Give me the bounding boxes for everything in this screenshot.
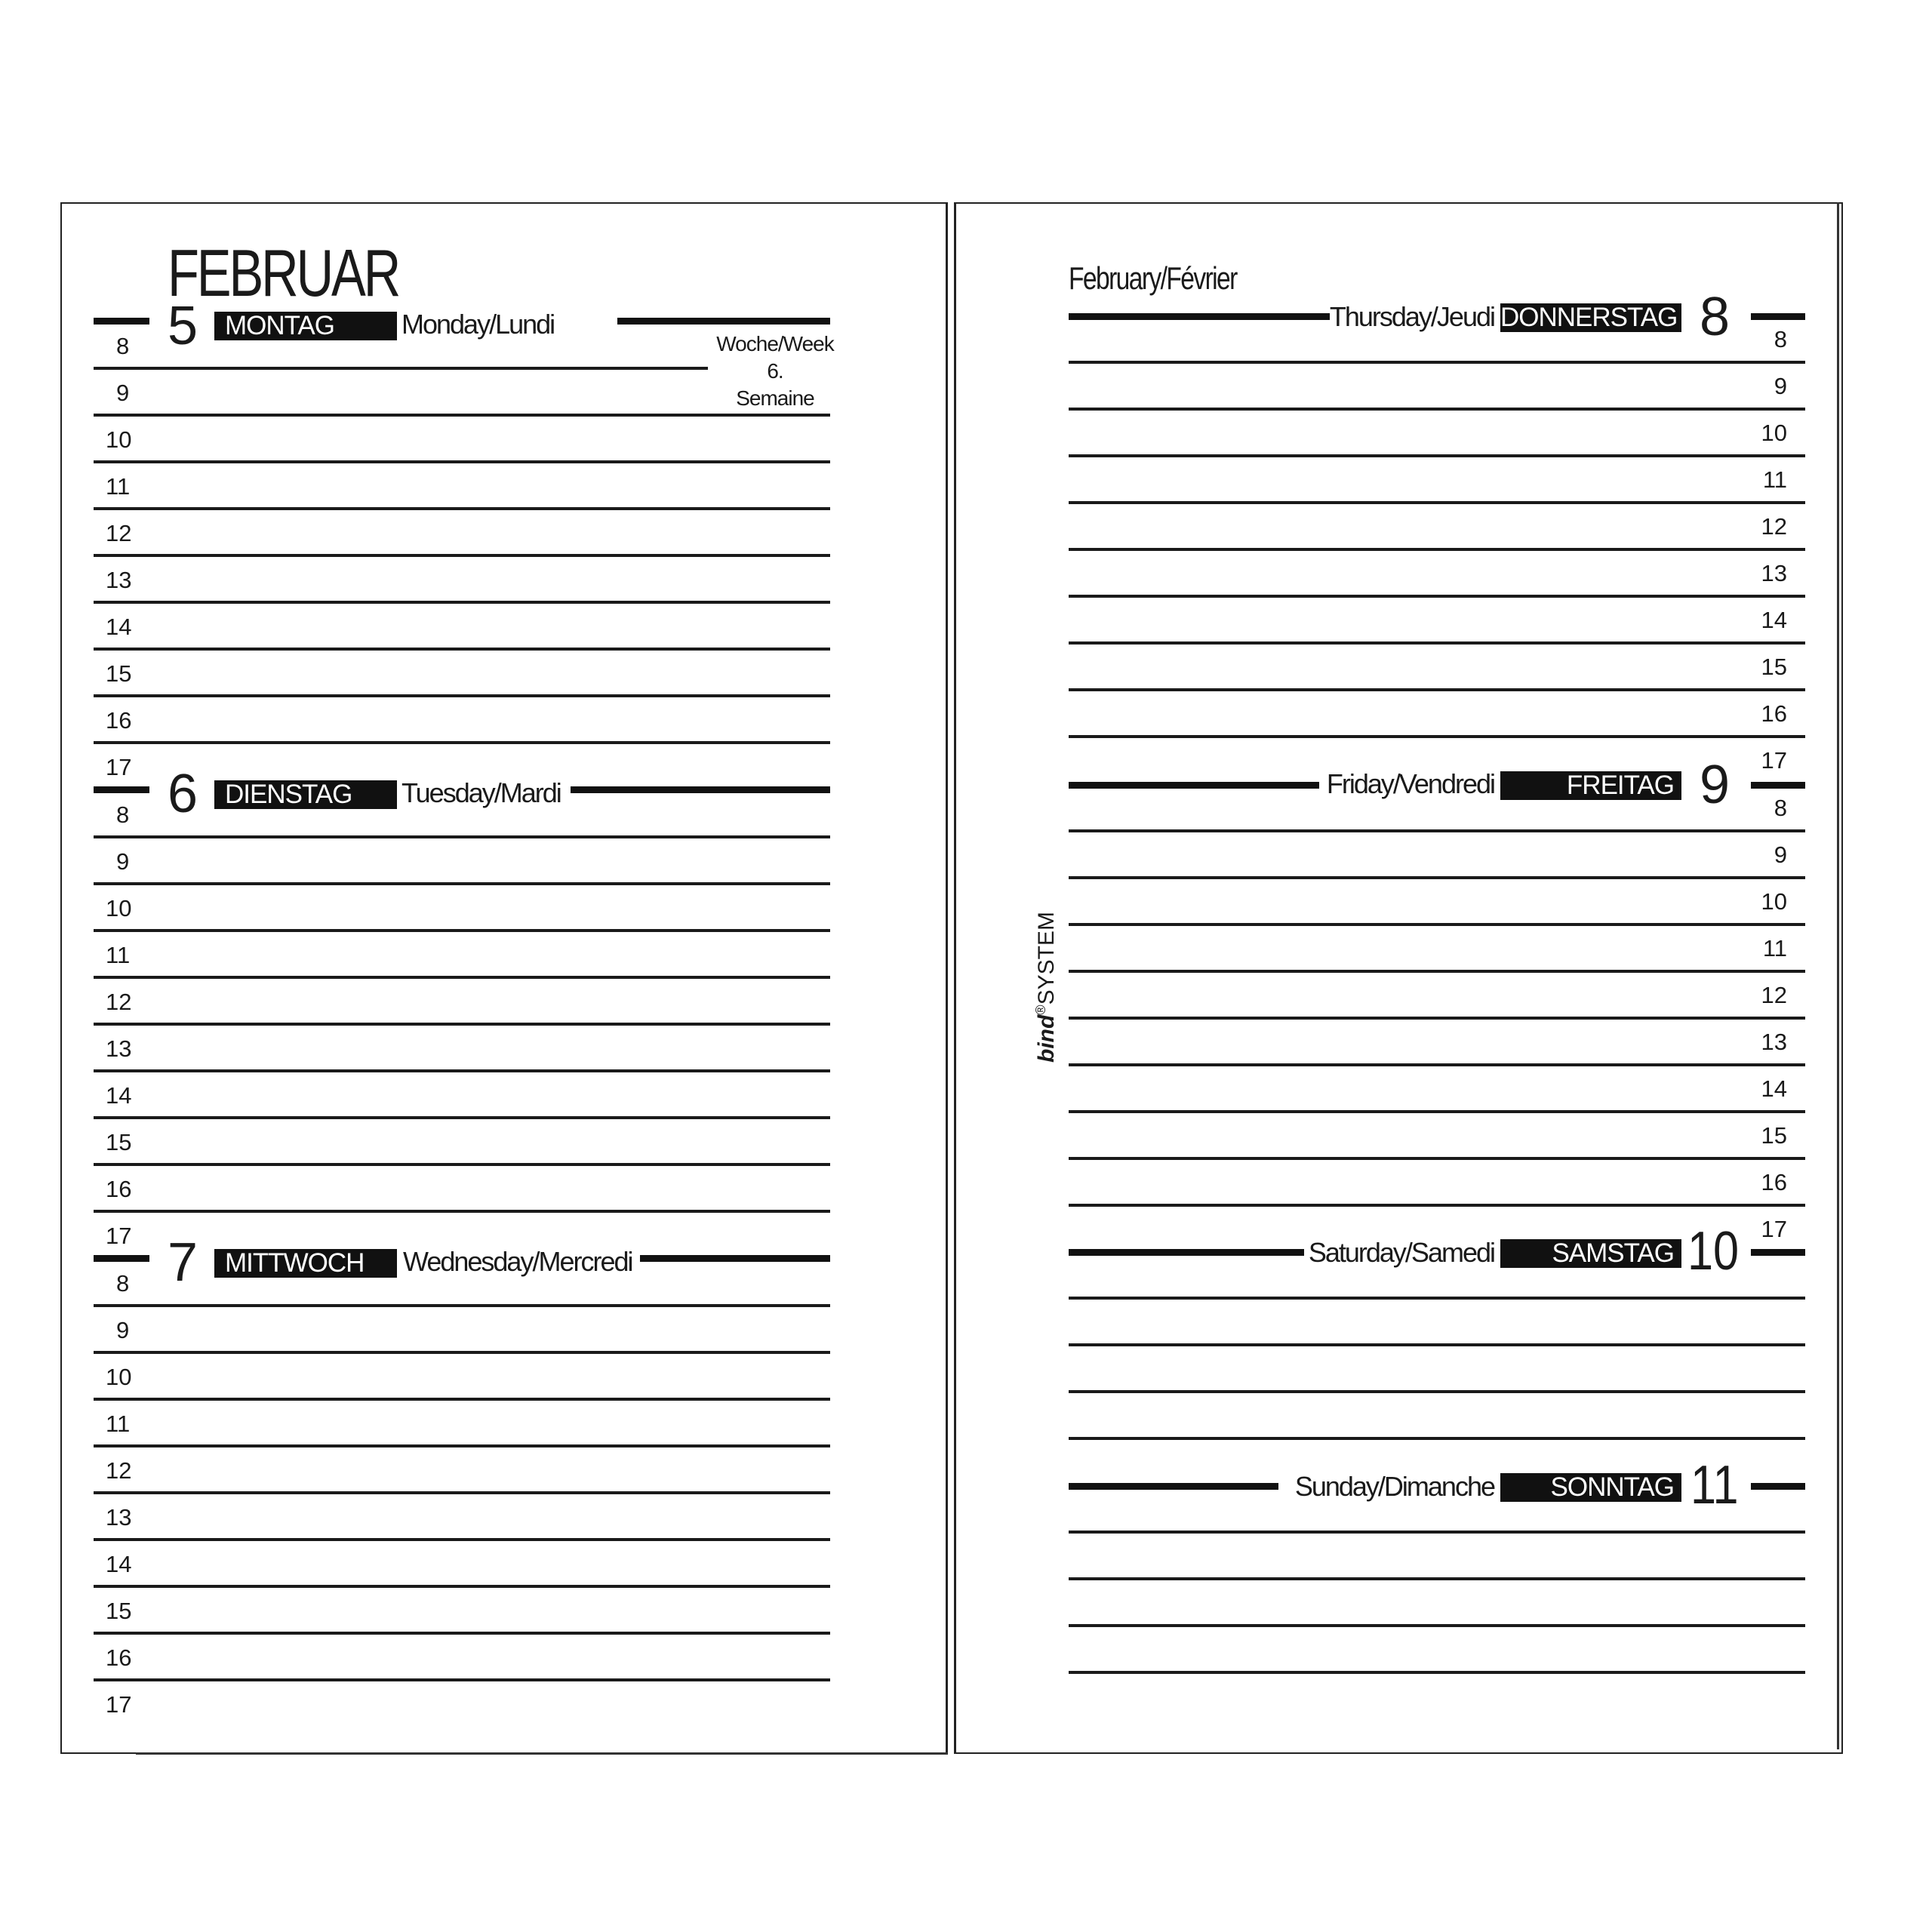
- weekday-name-en-fr: Saturday/Samedi: [1308, 1237, 1494, 1268]
- hour-rule: [1069, 501, 1805, 504]
- hour-rule: [1069, 1204, 1805, 1207]
- hour-rule: [1069, 1437, 1805, 1440]
- hour-rule: [1069, 735, 1805, 738]
- hour-rule: [1069, 408, 1805, 411]
- hour-label: 17: [106, 1223, 132, 1249]
- week-line-3: Semaine: [736, 386, 814, 410]
- hour-label: 9: [1774, 373, 1787, 399]
- hour-label: 12: [106, 520, 132, 546]
- brand-registered: ®: [1033, 1004, 1048, 1015]
- hour-label: 11: [1762, 466, 1787, 493]
- hour-rule: [1069, 595, 1805, 598]
- hour-rule: [1069, 1624, 1805, 1627]
- day-number: 10: [1687, 1221, 1740, 1281]
- hour-rule: [94, 976, 830, 979]
- hour-label: 17: [106, 1691, 132, 1718]
- hour-label: 13: [106, 567, 132, 593]
- hour-rule: [94, 1398, 830, 1401]
- hour-rule: [1069, 1343, 1805, 1346]
- hour-rule: [1069, 829, 1805, 832]
- day-number: 9: [1700, 755, 1730, 815]
- hour-rule: [94, 507, 830, 510]
- brand-mark: bind: [1034, 1014, 1059, 1063]
- month-subtitle: February/Février: [1069, 260, 1237, 296]
- day-header-rule: [94, 318, 149, 325]
- day-header-rule: [1069, 1483, 1278, 1490]
- hour-rule: [94, 1585, 830, 1588]
- day-number: 11: [1690, 1455, 1739, 1515]
- weekday-name-en-fr: Friday/Vendredi: [1326, 768, 1494, 799]
- hour-label: 11: [106, 473, 131, 500]
- hour-label: 12: [1761, 982, 1787, 1008]
- hour-rule: [94, 1116, 830, 1119]
- weekday-badge-de: SONNTAG: [1500, 1473, 1681, 1502]
- hour-label: 10: [106, 426, 132, 453]
- hour-label: 9: [116, 1317, 130, 1343]
- hour-rule: [1069, 1063, 1805, 1066]
- hour-label: 15: [1761, 1122, 1787, 1149]
- page-edge: [1837, 202, 1839, 1749]
- right-page: [954, 202, 1843, 1754]
- hour-label: 13: [106, 1035, 132, 1062]
- hour-rule: [1069, 641, 1805, 645]
- hour-rule: [94, 1538, 830, 1541]
- hour-rule: [1069, 970, 1805, 973]
- hour-label: 13: [106, 1504, 132, 1531]
- day-header-rule: [1751, 782, 1805, 789]
- hour-label: 8: [116, 333, 130, 359]
- day-header-rule: [94, 1255, 149, 1262]
- week-line-1: Woche/Week: [716, 332, 834, 355]
- hour-rule: [1069, 1671, 1805, 1674]
- hour-label: 12: [106, 1457, 132, 1484]
- hour-label: 8: [116, 1270, 130, 1297]
- hour-rule: [94, 460, 830, 463]
- brand-logo: [1034, 912, 1058, 1063]
- day-header-rule: [1069, 1249, 1304, 1256]
- hour-rule: [1069, 361, 1805, 364]
- hour-label: 9: [1774, 841, 1787, 868]
- hour-rule: [1069, 1017, 1805, 1020]
- hour-rule: [94, 1491, 830, 1494]
- hour-label: 17: [1761, 1216, 1787, 1242]
- hour-label: 17: [106, 754, 132, 780]
- hour-rule: [94, 741, 830, 744]
- weekday-badge-de: DONNERSTAG: [1500, 303, 1681, 332]
- weekday-badge-de: MITTWOCH: [214, 1249, 397, 1278]
- hour-rule: [1069, 1157, 1805, 1160]
- hour-rule: [94, 367, 708, 370]
- hour-rule: [94, 929, 830, 932]
- day-header-rule: [1751, 1249, 1805, 1256]
- hour-rule: [94, 1632, 830, 1635]
- hour-label: 14: [1761, 1075, 1787, 1102]
- hour-label: 15: [1761, 654, 1787, 680]
- hour-label: 14: [106, 1551, 132, 1577]
- hour-label: 9: [116, 848, 130, 875]
- weekday-badge-de: MONTAG: [214, 312, 397, 340]
- hour-label: 16: [106, 707, 132, 734]
- hour-rule: [1069, 454, 1805, 457]
- day-number: 7: [168, 1232, 198, 1293]
- hour-rule: [1069, 1531, 1805, 1534]
- hour-rule: [1069, 1297, 1805, 1300]
- day-number: 5: [168, 296, 198, 356]
- hour-label: 13: [1761, 560, 1787, 586]
- hour-label: 8: [1774, 795, 1787, 821]
- day-header-rule: [617, 318, 830, 325]
- day-header-rule: [571, 786, 830, 793]
- day-header-rule: [1751, 313, 1805, 320]
- hour-label: 11: [106, 942, 131, 968]
- hour-rule: [1069, 1110, 1805, 1113]
- hour-label: 15: [106, 1129, 132, 1155]
- hour-label: 11: [106, 1411, 131, 1437]
- hour-rule: [1069, 688, 1805, 691]
- hour-label: 10: [1761, 420, 1787, 446]
- hour-rule: [94, 648, 830, 651]
- weekday-name-en-fr: Monday/Lundi: [401, 309, 555, 340]
- hour-rule: [1069, 876, 1805, 879]
- hour-label: 10: [106, 1364, 132, 1390]
- hour-rule: [94, 1351, 830, 1354]
- hour-rule: [94, 1678, 830, 1681]
- day-header-rule: [640, 1255, 830, 1262]
- brand-word: SYSTEM: [1034, 912, 1059, 1005]
- hour-rule: [94, 835, 830, 838]
- hour-label: 12: [1761, 513, 1787, 540]
- hour-rule: [1069, 1390, 1805, 1393]
- month-title: FEBRUAR: [168, 235, 399, 310]
- weekday-badge-de: DIENSTAG: [214, 780, 397, 809]
- day-number: 8: [1700, 287, 1730, 347]
- hour-rule: [94, 694, 830, 697]
- hour-rule: [94, 1069, 830, 1072]
- day-header-rule: [94, 786, 149, 793]
- hour-label: 13: [1761, 1029, 1787, 1055]
- hour-rule: [94, 554, 830, 557]
- hour-rule: [94, 601, 830, 604]
- hour-label: 10: [106, 895, 132, 921]
- day-number: 6: [168, 764, 198, 824]
- weekday-name-en-fr: Wednesday/Mercredi: [403, 1246, 632, 1277]
- page-edge: [136, 1752, 948, 1755]
- hour-rule: [94, 882, 830, 885]
- hour-label: 12: [106, 989, 132, 1015]
- hour-label: 10: [1761, 888, 1787, 915]
- hour-label: 16: [106, 1176, 132, 1202]
- hour-label: 15: [106, 660, 132, 687]
- hour-rule: [1069, 923, 1805, 926]
- hour-label: 14: [1761, 607, 1787, 633]
- hour-rule: [94, 414, 830, 417]
- hour-label: 17: [1761, 747, 1787, 774]
- weekday-name-en-fr: Tuesday/Mardi: [401, 777, 561, 808]
- weekday-name-en-fr: Sunday/Dimanche: [1294, 1471, 1494, 1502]
- weekday-badge-de: SAMSTAG: [1500, 1239, 1681, 1268]
- hour-label: 15: [106, 1598, 132, 1624]
- hour-label: 14: [106, 1082, 132, 1109]
- hour-label: 16: [1761, 1169, 1787, 1195]
- hour-rule: [94, 1444, 830, 1447]
- week-label: [711, 331, 839, 412]
- hour-rule: [1069, 1577, 1805, 1580]
- week-number: 6.: [767, 359, 783, 383]
- day-header-rule: [1751, 1483, 1805, 1490]
- hour-rule: [1069, 548, 1805, 551]
- weekday-badge-de: FREITAG: [1500, 771, 1681, 800]
- day-header-rule: [1069, 782, 1319, 789]
- hour-label: 16: [1761, 700, 1787, 727]
- hour-label: 16: [106, 1644, 132, 1671]
- hour-label: 14: [106, 614, 132, 640]
- hour-rule: [94, 1023, 830, 1026]
- hour-rule: [94, 1304, 830, 1307]
- hour-rule: [94, 1210, 830, 1213]
- weekday-name-en-fr: Thursday/Jeudi: [1329, 301, 1494, 332]
- hour-label: 8: [1774, 326, 1787, 352]
- hour-label: 11: [1762, 935, 1787, 961]
- hour-label: 9: [116, 380, 130, 406]
- hour-rule: [94, 1163, 830, 1166]
- hour-label: 8: [116, 801, 130, 828]
